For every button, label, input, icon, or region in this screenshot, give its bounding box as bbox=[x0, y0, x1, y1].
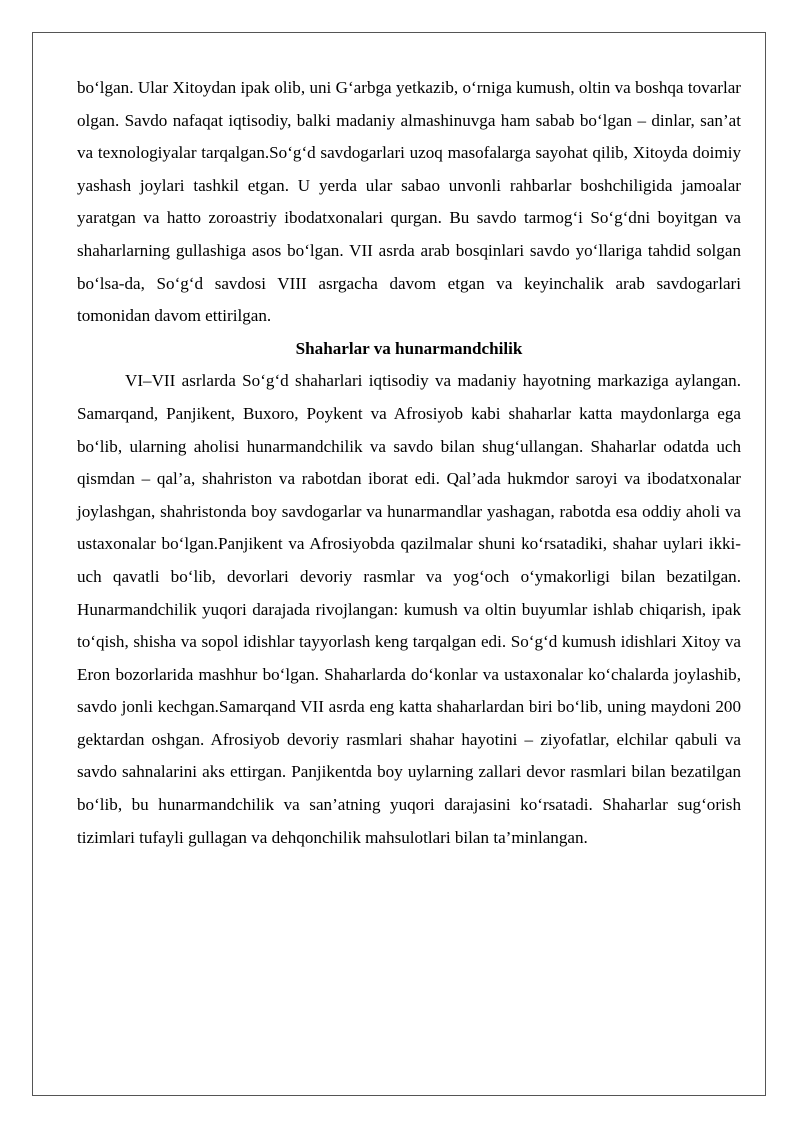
section-heading: Shaharlar va hunarmandchilik bbox=[295, 338, 523, 358]
paragraph-continued: bo‘lgan. Ular Xitoydan ipak olib, uni G‘arbga yetkazib, o‘rniga kumush, oltin va boshqa tovarlar olgan. Savdo nafaqat iqtisodiy, balki madaniy almashinuvga ham sabab bo‘lgan – dinlar, san’at va texnologiyalar tarqalgan.So‘g‘d savdogarlari uzoq masofalarga sayohat qilib, Xitoyda doimiy yashash joylari tashkil etgan. U yerda ular sabao unvonli rahbarlar boshchiligida jamoalar yaratgan va hatto zoroastriy ibodatxonalari qurgan. Bu savdo tarmog‘i So‘g‘dni boyitgan va shaharlarning gullashiga asos bo‘lgan. VII asrda arab bosqinlari savdo yo‘llariga tahdid solgan bo‘lsa-da, So‘g‘d savdosi VIII asrgacha davom etgan va keyinchalik arab savdogarlari tomonidan davom ettirilgan. bbox=[77, 78, 741, 326]
document-body bbox=[77, 72, 741, 854]
paragraph-cities: VI–VII asrlarda So‘g‘d shaharlari iqtisodiy va madaniy hayotning markaziga aylangan. Samarqand, Panjikent, Buxoro, Poykent va Afrosiyob kabi shaharlar katta maydonlarga ega bo‘lib, ularning aholisi hunarmandchilik va savdo bilan shug‘ullangan. Shaharlar odatda uch qismdan – qal’a, shahriston va rabotdan iborat edi. Qal’ada hukmdor saroyi va ibodatxonalar joylashgan, shahristonda boy savdogarlar va hunarmandlar yashagan, rabotda esa oddiy aholi va ustaxonalar bo‘lgan.Panjikent va Afrosiyobda qazilmalar shuni ko‘rsatadiki, shahar uylari ikki-uch qavatli bo‘lib, devorlari devoriy rasmlar va yog‘och o‘ymakorligi bilan bezatilgan. Hunarmandchilik yuqori darajada rivojlangan: kumush va oltin buyumlar ishlab chiqarish, ipak to‘qish, shisha va sopol idishlar tayyorlash keng tarqalgan edi. So‘g‘d kumush idishlari Xitoy va Eron bozorlarida mashhur bo‘lgan. Shaharlarda do‘konlar va ustaxonalar ko‘chalarda joylashib, savdo jonli kechgan.Samarqand VII asrda eng katta shaharlardan biri bo‘lib, uning maydoni 200 gektardan oshgan. Afrosiyob devoriy rasmlari shahar hayotini – ziyofatlar, elchilar qabuli va savdo sahnalarini aks ettirgan. Panjikentda boy uylarning zallari devor rasmlari bilan bezatilgan bo‘lib, bu hunarmandchilik va san’atning yuqori darajasini ko‘rsatadi. Shaharlar sug‘orish tizimlari tufayli gullagan va dehqonchilik mahsulotlari bilan ta’minlangan. bbox=[77, 371, 741, 847]
